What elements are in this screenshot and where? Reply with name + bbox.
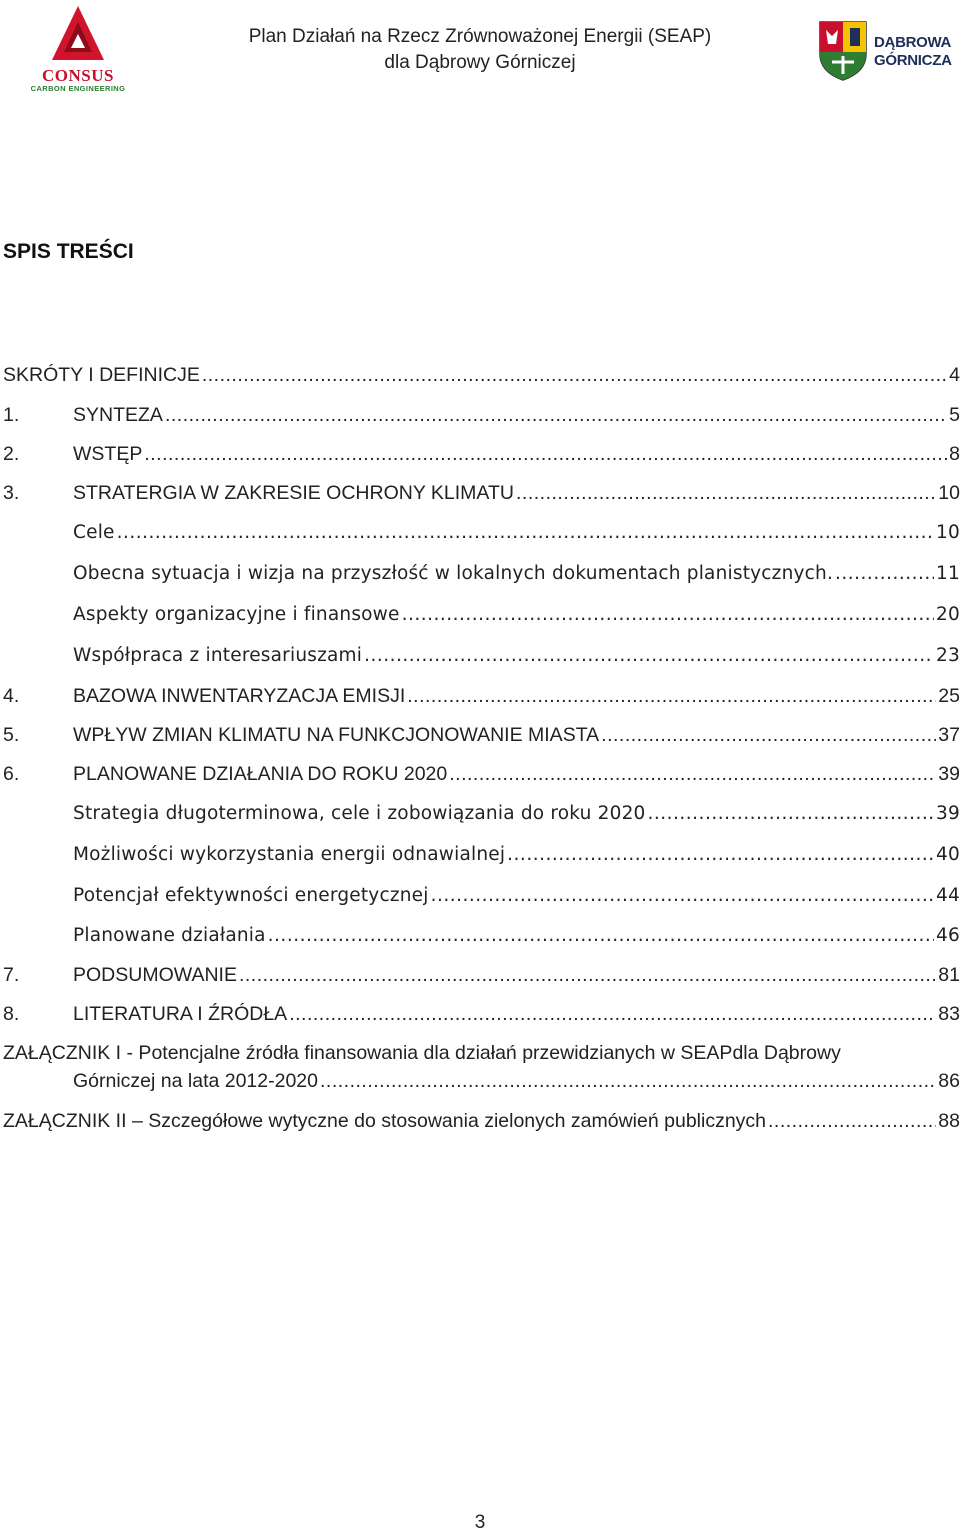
toc-entry-page: 39 xyxy=(938,763,960,785)
toc-entry-planowane-dzialania[interactable] xyxy=(3,925,960,951)
toc-entry-label: WPŁYW ZMIAN KLIMATU NA FUNKCJONOWANIE MIASTA xyxy=(73,724,600,746)
toc-entry-number: 4. xyxy=(3,685,20,707)
toc-entry-page: 88 xyxy=(938,1110,960,1132)
toc-entry-label: BAZOWA INWENTARYZACJA EMISJI xyxy=(73,685,406,707)
toc-entry-label: Górniczej na lata 2012-2020 xyxy=(73,1070,318,1092)
toc-leader-dots xyxy=(402,604,934,625)
toc-entry-wspolpraca[interactable] xyxy=(3,645,960,671)
toc-entry-page: 23 xyxy=(936,645,960,666)
header-title-line2: dla Dąbrowy Górniczej xyxy=(384,52,576,73)
toc-entry-number: 5. xyxy=(3,724,20,746)
toc-leader-dots xyxy=(268,925,934,946)
consus-triangle-logo-icon xyxy=(50,4,106,64)
toc-entry-page: 4 xyxy=(949,364,960,386)
toc-leader-dots xyxy=(320,1070,936,1093)
toc-leader-dots xyxy=(601,724,936,747)
toc-entry-wplyw-zmian[interactable] xyxy=(3,724,960,750)
gornicza-word: GÓRNICZA xyxy=(874,52,952,69)
toc-leader-dots xyxy=(202,364,947,387)
page-header xyxy=(0,0,960,100)
toc-leader-dots xyxy=(449,763,936,786)
dabrowa-gornicza-logo xyxy=(816,18,956,84)
toc-entry-page: 86 xyxy=(938,1070,960,1092)
toc-entry-strategia[interactable] xyxy=(3,482,960,508)
page-number: 3 xyxy=(474,1512,486,1533)
toc-entry-page: 37 xyxy=(938,724,960,746)
toc-entry-aspekty[interactable] xyxy=(3,604,960,630)
toc-leader-dots xyxy=(507,844,934,865)
toc-entry-bazowa-inwentaryzacja[interactable] xyxy=(3,685,960,711)
toc-leader-dots xyxy=(431,885,934,906)
toc-entry-skroty[interactable] xyxy=(3,364,960,390)
toc-entry-label: WSTĘP xyxy=(73,443,143,465)
dabrowa-word: DĄBROWA xyxy=(874,34,952,51)
toc-entry-label: Obecna sytuacja i wizja na przyszłość w lokalnych dokumentach planistycznych. xyxy=(73,563,834,584)
toc-leader-dots xyxy=(165,404,947,427)
toc-entry-number: 3. xyxy=(3,482,20,504)
toc-entry-number: 7. xyxy=(3,964,20,986)
toc-entry-label: Aspekty organizacyjne i finansowe xyxy=(73,604,400,625)
toc-entry-label: ZAŁĄCZNIK II – Szczegółowe wytyczne do stosowania zielonych zamówień publicznych xyxy=(3,1110,767,1132)
toc-leader-dots xyxy=(239,964,936,987)
toc-entry-number: 6. xyxy=(3,763,20,785)
toc-leader-dots xyxy=(144,443,947,466)
toc-entry-strategia-dlugoterminowa[interactable] xyxy=(3,803,960,829)
consus-name: CONSUS xyxy=(42,66,114,85)
toc-entry-obecna-sytuacja[interactable] xyxy=(3,563,960,589)
toc-entry-number: 8. xyxy=(3,1003,20,1025)
toc-entry-page: 25 xyxy=(938,685,960,707)
consus-subtitle: CARBON ENGINEERING xyxy=(30,84,126,93)
toc-entry-literatura[interactable] xyxy=(3,1003,960,1029)
toc-entry-mozliwosci-oze[interactable] xyxy=(3,844,960,870)
toc-entry-annex1-line2[interactable] xyxy=(3,1070,960,1096)
toc-entry-page: 11 xyxy=(936,563,960,584)
toc-entry-page: 46 xyxy=(936,925,960,946)
toc-entry-label: SYNTEZA xyxy=(73,404,163,426)
toc-entry-page: 39 xyxy=(936,803,960,824)
toc-entry-page: 8 xyxy=(949,443,960,465)
consus-logo xyxy=(22,4,134,94)
toc-entry-number: 1. xyxy=(3,404,20,426)
toc-entry-cele[interactable] xyxy=(3,522,960,548)
toc-entry-label: Cele xyxy=(73,522,115,543)
dabrowa-gornicza-crest-icon xyxy=(816,18,870,82)
toc-entry-wstep[interactable] xyxy=(3,443,960,469)
toc-entry-page: 10 xyxy=(936,522,960,543)
toc-entry-annex1-line1[interactable]: ZAŁĄCZNIK I - Potencjalne źródła finansowania dla działań przewidzianych w SEAPdla Dąbrowy xyxy=(3,1042,841,1064)
toc-entry-page: 5 xyxy=(949,404,960,426)
toc-entry-page: 83 xyxy=(938,1003,960,1025)
toc-leader-dots xyxy=(648,803,935,824)
toc-entry-label: Możliwości wykorzystania energii odnawialnej xyxy=(73,844,506,865)
toc-entry-label: PODSUMOWANIE xyxy=(73,964,237,986)
toc-entry-label: LITERATURA I ŹRÓDŁA xyxy=(73,1003,288,1025)
toc-leader-dots xyxy=(364,645,934,666)
toc-leader-dots xyxy=(835,563,934,584)
toc-entry-label: STRATERGIA W ZAKRESIE OCHRONY KLIMATU xyxy=(73,482,514,504)
toc-entry-planowane-dzialania-2020[interactable] xyxy=(3,763,960,789)
toc-leader-dots xyxy=(117,522,934,543)
toc-leader-dots xyxy=(289,1003,936,1026)
toc-leader-dots xyxy=(516,482,936,505)
toc-entry-potencjal-efektywnosci[interactable] xyxy=(3,885,960,911)
toc-entry-number: 2. xyxy=(3,443,20,465)
toc-title: SPIS TREŚCI xyxy=(3,240,134,263)
toc-leader-dots xyxy=(768,1110,936,1133)
toc-entry-synteza[interactable] xyxy=(3,404,960,430)
toc-entry-page: 20 xyxy=(936,604,960,625)
toc-entry-page: 40 xyxy=(936,844,960,865)
toc-entry-label: PLANOWANE DZIAŁANIA DO ROKU 2020 xyxy=(73,763,448,785)
toc-entry-page: 81 xyxy=(938,964,960,986)
toc-leader-dots xyxy=(407,685,936,708)
toc-entry-label: Planowane działania xyxy=(73,925,266,946)
toc-entry-podsumowanie[interactable] xyxy=(3,964,960,990)
header-title-line1: Plan Działań na Rzecz Zrównoważonej Energii (SEAP) xyxy=(248,26,712,47)
toc-entry-page: 10 xyxy=(938,482,960,504)
toc-entry-label: SKRÓTY I DEFINICJE xyxy=(3,364,200,386)
toc-entry-page: 44 xyxy=(936,885,960,906)
toc-entry-label: Strategia długoterminowa, cele i zobowiązania do roku 2020 xyxy=(73,803,646,824)
toc-entry-label: Współpraca z interesariuszami xyxy=(73,645,363,666)
toc-entry-annex2[interactable] xyxy=(3,1110,960,1136)
toc-entry-label: Potencjał efektywności energetycznej xyxy=(73,885,429,906)
